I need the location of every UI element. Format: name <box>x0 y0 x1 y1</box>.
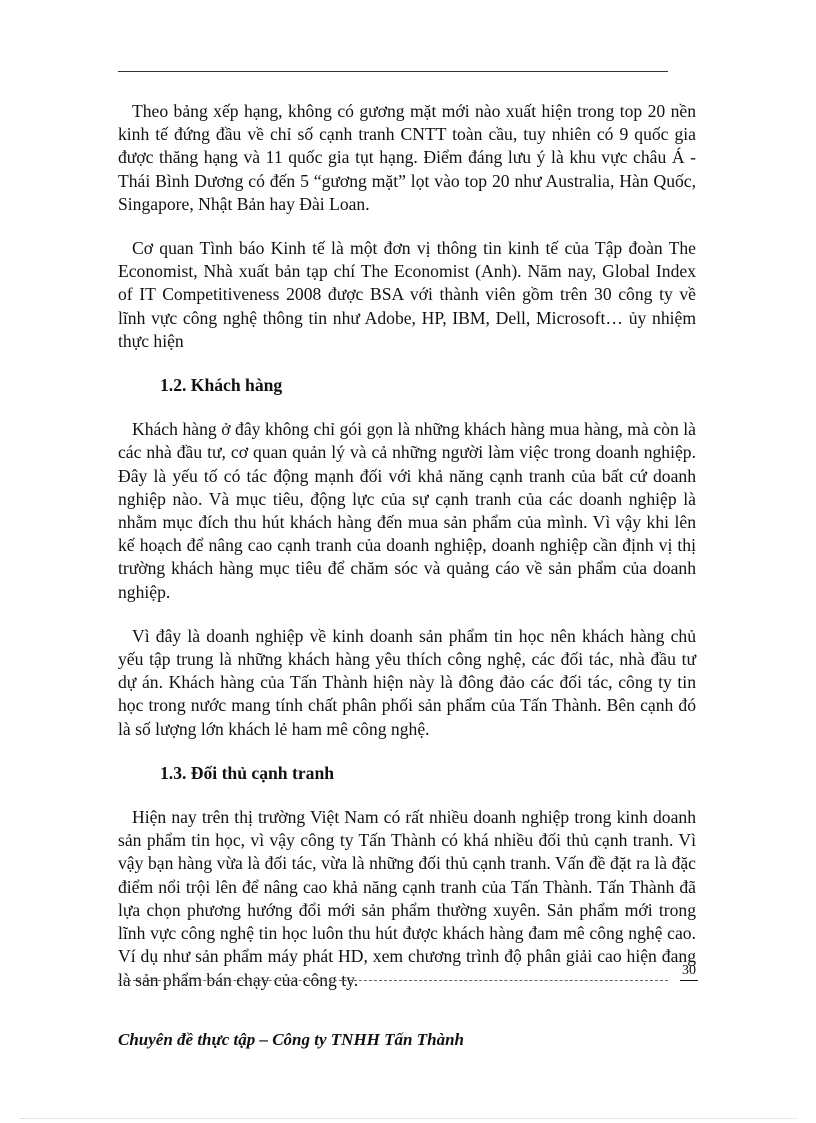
section-heading-doi-thu: 1.3. Đối thủ cạnh tranh <box>160 762 335 783</box>
section-heading-khach-hang: 1.2. Khách hàng <box>160 375 283 396</box>
paragraph-khach-hang-1: Khách hàng ở đây không chỉ gói gọn là những khách hàng mua hàng, mà còn là các nhà đầu tư, cơ quan quản lý và cả những người làm việc trong doanh nghiệp. Đây là yếu tố có tác động mạnh đối với khả năng cạnh tranh của bất cứ doanh nghiệp nào. Và mục tiêu, động lực của sự cạnh tranh của các doanh nghiệp là nhằm mục đích thu hút khách hàng đến mua sản phẩm của mình. Vì vậy khi lên kế hoạch để nâng cao cạnh tranh của doanh nghiệp, doanh nghiệp cần định vị thị trường khách hàng mục tiêu để chăm sóc và quảng cáo về sản phẩm của doanh nghiệp. <box>118 419 696 602</box>
footer-rule <box>118 980 668 981</box>
page-number: 30 <box>680 962 698 981</box>
paragraph-intro-2: Cơ quan Tình báo Kinh tế là một đơn vị thông tin kinh tế của Tập đoàn The Economist, Nhà xuất bản tạp chí The Economist (Anh). Năm nay, Global Index of IT Competitiveness 2008 được BSA với thành viên gồm trên 30 công ty về lĩnh vực công nghệ thông tin như Adobe, HP, IBM, Dell, Microsoft… ủy nhiệm thực hiện <box>118 238 696 351</box>
bottom-dotted-rule <box>20 1118 796 1119</box>
header-rule <box>118 71 668 72</box>
paragraph-intro-1: Theo bảng xếp hạng, không có gương mặt mới nào xuất hiện trong top 20 nền kinh tế đứng đầu về chỉ số cạnh tranh CNTT toàn cầu, tuy nhiên có 9 quốc gia được thăng hạng và 11 quốc gia tụt hạng. Điểm đáng lưu ý là khu vực châu Á - Thái Bình Dương có đến 5 “gương mặt” lọt vào top 20 như Australia, Hàn Quốc, Singapore, Nhật Bản hay Đài Loan. <box>118 101 696 214</box>
footer-title: Chuyên đề thực tập – Công ty TNHH Tấn Thành <box>118 1030 464 1049</box>
paragraph-khach-hang-2: Vì đây là doanh nghiệp về kinh doanh sản phẩm tin học nên khách hàng chủ yếu tập trung là những khách hàng yêu thích công nghệ, các đối tác, nhà đầu tư dự án. Khách hàng của Tấn Thành hiện này là đông đảo các đối tác, công ty tin học trong nước mang tính chất phân phối sản phẩm của Tấn Thành. Bên cạnh đó là số lượng lớn khách lẻ ham mê công nghệ. <box>118 625 696 739</box>
paragraph-doi-thu-1: Hiện nay trên thị trường Việt Nam có rất nhiều doanh nghiệp trong kinh doanh sản phẩm tin học, vì vậy công ty Tấn Thành có khá nhiều đối thủ cạnh tranh. Vì vậy bạn hàng vừa là đối tác, vừa là những đối thủ cạnh tranh. Vấn đề đặt ra là đặc điểm nổi trội lên để nâng cao khả năng cạnh tranh của Tấn Thành. Tấn Thành đã lựa chọn phương hướng đổi mới sản phẩm thường xuyên. Sản phẩm mới trong lĩnh vực công nghệ tin học luôn thu hút được khách hàng đam mê công nghệ cao. Ví dụ như sản phẩm máy phát HD, xem chương trình độ phân giải cao hiện đang là sản phẩm bán chạy của công ty. <box>118 807 696 990</box>
document-body <box>118 100 696 1013</box>
